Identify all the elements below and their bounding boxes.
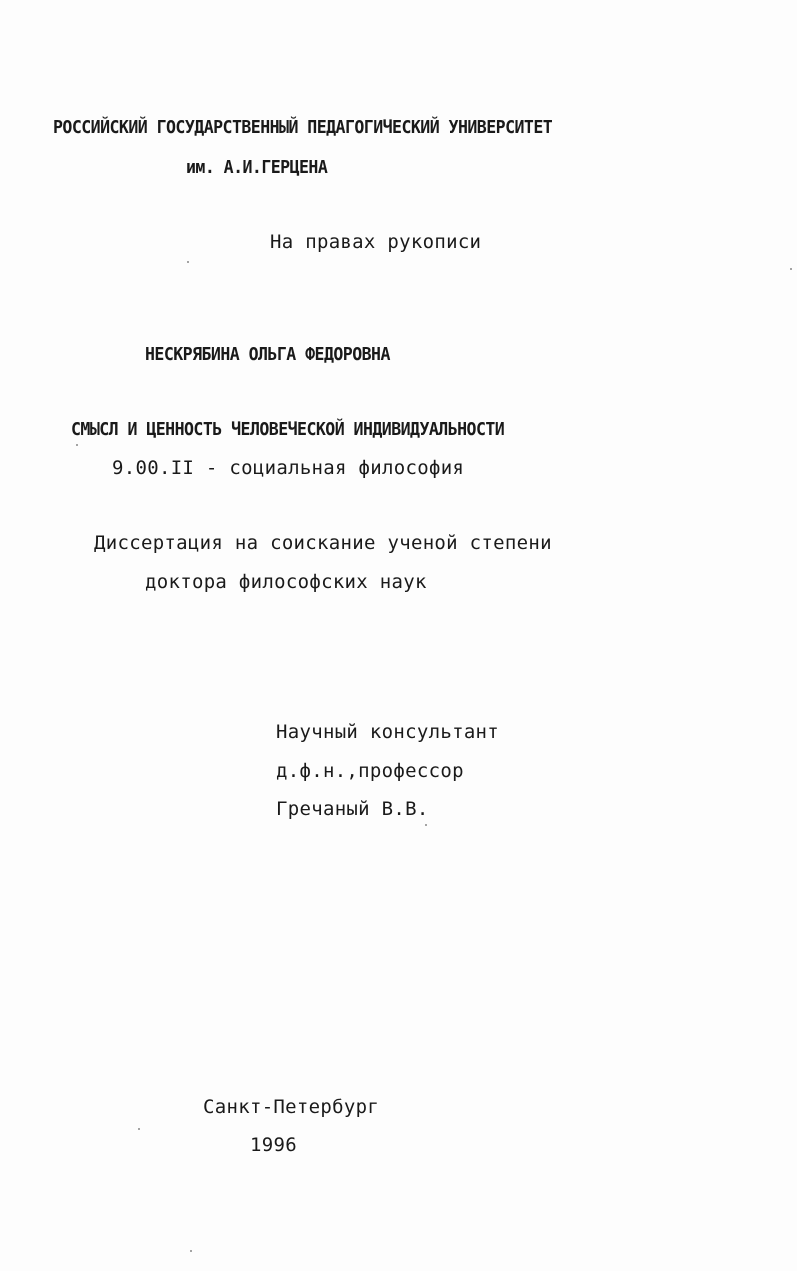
- author-name: НЕСКРЯБИНА ОЛЬГА ФЕДОРОВНА: [145, 344, 390, 365]
- university-named-after: им. А.И.ГЕРЦЕНА: [186, 157, 328, 178]
- specialty-code: 9.00.II - социальная философия: [112, 457, 465, 479]
- scan-speck: [76, 444, 78, 446]
- scan-speck: [425, 824, 427, 826]
- city: Санкт-Петербург: [203, 1096, 380, 1118]
- dissertation-title: СМЫСЛ И ЦЕННОСТЬ ЧЕЛОВЕЧЕСКОЙ ИНДИВИДУАЛЬНОСТИ: [71, 419, 505, 440]
- consultant-name: Гречаный В.В.: [276, 798, 429, 820]
- scan-speck: [190, 1250, 192, 1252]
- year: 1996: [250, 1134, 297, 1156]
- university-name: РОССИЙСКИЙ ГОСУДАРСТВЕННЫЙ ПЕДАГОГИЧЕСКИЙ УНИВЕРСИТЕТ: [53, 117, 553, 138]
- degree-line-1: Диссертация на соискание ученой степени: [94, 532, 552, 554]
- consultant-role: Научный консультант: [276, 721, 500, 743]
- consultant-credentials: д.ф.н.,профессор: [276, 760, 464, 782]
- scan-speck: [138, 1128, 140, 1130]
- scan-speck: [187, 261, 189, 263]
- scan-speck: [790, 268, 792, 270]
- degree-line-2: доктора философских наук: [145, 571, 427, 593]
- manuscript-note: На правах рукописи: [270, 231, 482, 253]
